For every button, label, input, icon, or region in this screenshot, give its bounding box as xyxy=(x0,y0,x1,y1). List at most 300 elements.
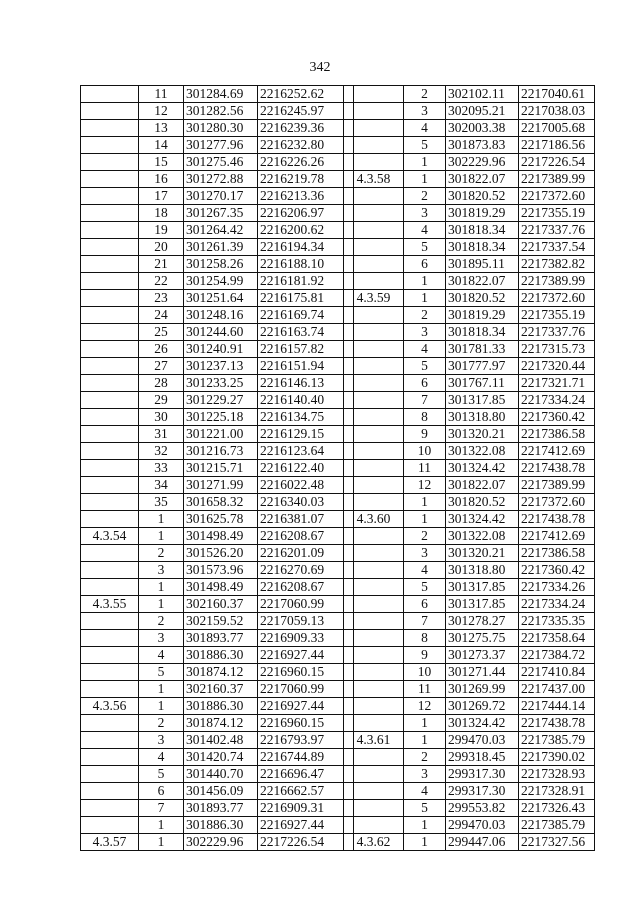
y-coordinate-cell: 2217372.60 xyxy=(519,188,595,205)
section-cell xyxy=(344,443,404,460)
y-coordinate-cell: 2216793.97 xyxy=(258,732,354,749)
y-coordinate-cell: 2217337.54 xyxy=(519,239,595,256)
table-row xyxy=(81,562,354,579)
table-row xyxy=(344,613,595,630)
table-row xyxy=(344,647,595,664)
table-row xyxy=(81,409,354,426)
section-cell xyxy=(344,86,404,103)
x-coordinate-cell: 301886.30 xyxy=(184,698,258,715)
table-row xyxy=(81,290,354,307)
point-number-cell: 2 xyxy=(139,613,184,630)
point-number-cell: 2 xyxy=(139,545,184,562)
table-row xyxy=(344,120,595,137)
table-row xyxy=(344,171,595,188)
table-row xyxy=(344,460,595,477)
section-cell: 4.3.57 xyxy=(81,834,139,851)
coordinates-table-right xyxy=(343,85,595,851)
table-row xyxy=(344,511,595,528)
section-cell xyxy=(344,749,404,766)
y-coordinate-cell: 2217385.79 xyxy=(519,732,595,749)
section-cell xyxy=(344,579,404,596)
x-coordinate-cell: 301269.99 xyxy=(446,681,519,698)
point-number-cell: 27 xyxy=(139,358,184,375)
section-cell xyxy=(81,494,139,511)
x-coordinate-cell: 301320.21 xyxy=(446,545,519,562)
table-row xyxy=(81,732,354,749)
section-cell xyxy=(81,154,139,171)
point-number-cell: 13 xyxy=(139,120,184,137)
table-row xyxy=(344,324,595,341)
x-coordinate-cell: 302229.96 xyxy=(184,834,258,851)
y-coordinate-cell: 2216909.33 xyxy=(258,630,354,647)
table-row xyxy=(344,477,595,494)
y-coordinate-cell: 2216175.81 xyxy=(258,290,354,307)
x-coordinate-cell: 299317.30 xyxy=(446,766,519,783)
point-number-cell: 3 xyxy=(139,732,184,749)
table-row xyxy=(81,137,354,154)
section-cell xyxy=(344,681,404,698)
section-cell xyxy=(81,409,139,426)
section-cell xyxy=(344,630,404,647)
x-coordinate-cell: 301271.99 xyxy=(184,477,258,494)
point-number-cell: 3 xyxy=(404,324,446,341)
table-row xyxy=(344,409,595,426)
y-coordinate-cell: 2216134.75 xyxy=(258,409,354,426)
y-coordinate-cell: 2216163.74 xyxy=(258,324,354,341)
x-coordinate-cell: 301498.49 xyxy=(184,528,258,545)
y-coordinate-cell: 2217444.14 xyxy=(519,698,595,715)
coordinates-table-left xyxy=(80,85,354,851)
x-coordinate-cell: 301873.83 xyxy=(446,137,519,154)
y-coordinate-cell: 2217060.99 xyxy=(258,681,354,698)
y-coordinate-cell: 2216927.44 xyxy=(258,698,354,715)
y-coordinate-cell: 2217358.64 xyxy=(519,630,595,647)
y-coordinate-cell: 2217355.19 xyxy=(519,307,595,324)
section-cell xyxy=(81,205,139,222)
section-cell xyxy=(344,273,404,290)
point-number-cell: 32 xyxy=(139,443,184,460)
x-coordinate-cell: 301225.18 xyxy=(184,409,258,426)
table-row xyxy=(344,358,595,375)
x-coordinate-cell: 301277.96 xyxy=(184,137,258,154)
x-coordinate-cell: 301781.33 xyxy=(446,341,519,358)
table-row xyxy=(81,307,354,324)
x-coordinate-cell: 301318.80 xyxy=(446,562,519,579)
table-row xyxy=(344,715,595,732)
section-cell xyxy=(344,205,404,222)
section-cell xyxy=(344,307,404,324)
x-coordinate-cell: 299470.03 xyxy=(446,817,519,834)
section-cell xyxy=(344,103,404,120)
y-coordinate-cell: 2217337.76 xyxy=(519,222,595,239)
table-row xyxy=(344,800,595,817)
x-coordinate-cell: 301284.69 xyxy=(184,86,258,103)
x-coordinate-cell: 301233.25 xyxy=(184,375,258,392)
table-row xyxy=(344,834,595,851)
point-number-cell: 15 xyxy=(139,154,184,171)
y-coordinate-cell: 2216245.97 xyxy=(258,103,354,120)
point-number-cell: 8 xyxy=(404,409,446,426)
y-coordinate-cell: 2217328.93 xyxy=(519,766,595,783)
y-coordinate-cell: 2217372.60 xyxy=(519,290,595,307)
x-coordinate-cell: 299447.06 xyxy=(446,834,519,851)
point-number-cell: 6 xyxy=(139,783,184,800)
section-cell xyxy=(81,341,139,358)
x-coordinate-cell: 301229.27 xyxy=(184,392,258,409)
section-cell: 4.3.56 xyxy=(81,698,139,715)
point-number-cell: 5 xyxy=(404,137,446,154)
y-coordinate-cell: 2217438.78 xyxy=(519,715,595,732)
section-cell xyxy=(81,392,139,409)
section-cell xyxy=(344,817,404,834)
point-number-cell: 4 xyxy=(404,222,446,239)
table-row xyxy=(81,698,354,715)
point-number-cell: 33 xyxy=(139,460,184,477)
section-cell xyxy=(344,766,404,783)
point-number-cell: 9 xyxy=(404,647,446,664)
x-coordinate-cell: 301251.64 xyxy=(184,290,258,307)
point-number-cell: 2 xyxy=(404,528,446,545)
table-row xyxy=(81,477,354,494)
y-coordinate-cell: 2216662.57 xyxy=(258,783,354,800)
section-cell xyxy=(81,171,139,188)
table-row xyxy=(81,188,354,205)
x-coordinate-cell: 301273.37 xyxy=(446,647,519,664)
table-row xyxy=(344,630,595,647)
y-coordinate-cell: 2217382.82 xyxy=(519,256,595,273)
point-number-cell: 6 xyxy=(404,596,446,613)
table-row xyxy=(81,834,354,851)
section-cell xyxy=(344,664,404,681)
y-coordinate-cell: 2216219.78 xyxy=(258,171,354,188)
point-number-cell: 31 xyxy=(139,426,184,443)
x-coordinate-cell: 302003.38 xyxy=(446,120,519,137)
y-coordinate-cell: 2216213.36 xyxy=(258,188,354,205)
x-coordinate-cell: 301261.39 xyxy=(184,239,258,256)
y-coordinate-cell: 2216960.15 xyxy=(258,664,354,681)
section-cell xyxy=(81,222,139,239)
table-row xyxy=(81,239,354,256)
x-coordinate-cell: 301886.30 xyxy=(184,647,258,664)
point-number-cell: 1 xyxy=(404,715,446,732)
section-cell xyxy=(344,222,404,239)
table-row xyxy=(81,749,354,766)
x-coordinate-cell: 301324.42 xyxy=(446,511,519,528)
section-cell xyxy=(81,137,139,154)
y-coordinate-cell: 2216151.94 xyxy=(258,358,354,375)
y-coordinate-cell: 2217326.43 xyxy=(519,800,595,817)
y-coordinate-cell: 2216208.67 xyxy=(258,579,354,596)
y-coordinate-cell: 2216208.67 xyxy=(258,528,354,545)
point-number-cell: 3 xyxy=(404,103,446,120)
y-coordinate-cell: 2216181.92 xyxy=(258,273,354,290)
point-number-cell: 2 xyxy=(404,188,446,205)
section-cell xyxy=(344,324,404,341)
y-coordinate-cell: 2217321.71 xyxy=(519,375,595,392)
point-number-cell: 1 xyxy=(139,511,184,528)
y-coordinate-cell: 2217355.19 xyxy=(519,205,595,222)
table-row xyxy=(81,154,354,171)
table-row xyxy=(344,392,595,409)
table-row xyxy=(81,103,354,120)
table-row xyxy=(344,341,595,358)
y-coordinate-cell: 2216206.97 xyxy=(258,205,354,222)
table-row xyxy=(344,307,595,324)
section-cell xyxy=(81,749,139,766)
x-coordinate-cell: 301886.30 xyxy=(184,817,258,834)
point-number-cell: 3 xyxy=(139,630,184,647)
section-cell xyxy=(344,154,404,171)
table-row xyxy=(344,562,595,579)
y-coordinate-cell: 2216381.07 xyxy=(258,511,354,528)
point-number-cell: 25 xyxy=(139,324,184,341)
table-row xyxy=(81,630,354,647)
y-coordinate-cell: 2216239.36 xyxy=(258,120,354,137)
table-row xyxy=(81,205,354,222)
x-coordinate-cell: 302095.21 xyxy=(446,103,519,120)
point-number-cell: 3 xyxy=(404,766,446,783)
y-coordinate-cell: 2217412.69 xyxy=(519,528,595,545)
y-coordinate-cell: 2216927.44 xyxy=(258,817,354,834)
table-row xyxy=(344,205,595,222)
x-coordinate-cell: 302160.37 xyxy=(184,596,258,613)
y-coordinate-cell: 2217438.78 xyxy=(519,460,595,477)
point-number-cell: 22 xyxy=(139,273,184,290)
x-coordinate-cell: 301818.34 xyxy=(446,324,519,341)
table-row xyxy=(344,494,595,511)
y-coordinate-cell: 2217437.00 xyxy=(519,681,595,698)
table-row xyxy=(81,375,354,392)
point-number-cell: 1 xyxy=(404,511,446,528)
section-cell xyxy=(344,137,404,154)
section-cell xyxy=(344,647,404,664)
y-coordinate-cell: 2216340.03 xyxy=(258,494,354,511)
point-number-cell: 2 xyxy=(404,749,446,766)
x-coordinate-cell: 301767.11 xyxy=(446,375,519,392)
table-row xyxy=(344,239,595,256)
point-number-cell: 18 xyxy=(139,205,184,222)
section-cell xyxy=(81,681,139,698)
x-coordinate-cell: 301322.08 xyxy=(446,443,519,460)
x-coordinate-cell: 301402.48 xyxy=(184,732,258,749)
table-row xyxy=(344,273,595,290)
x-coordinate-cell: 301221.00 xyxy=(184,426,258,443)
y-coordinate-cell: 2217360.42 xyxy=(519,562,595,579)
y-coordinate-cell: 2217038.03 xyxy=(519,103,595,120)
point-number-cell: 35 xyxy=(139,494,184,511)
section-cell xyxy=(344,341,404,358)
x-coordinate-cell: 299553.82 xyxy=(446,800,519,817)
point-number-cell: 6 xyxy=(404,375,446,392)
x-coordinate-cell: 301215.71 xyxy=(184,460,258,477)
x-coordinate-cell: 301280.30 xyxy=(184,120,258,137)
y-coordinate-cell: 2216146.13 xyxy=(258,375,354,392)
table-row xyxy=(81,86,354,103)
section-cell xyxy=(344,562,404,579)
y-coordinate-cell: 2217059.13 xyxy=(258,613,354,630)
y-coordinate-cell: 2217360.42 xyxy=(519,409,595,426)
section-cell xyxy=(81,817,139,834)
x-coordinate-cell: 301822.07 xyxy=(446,477,519,494)
x-coordinate-cell: 302229.96 xyxy=(446,154,519,171)
x-coordinate-cell: 301264.42 xyxy=(184,222,258,239)
table-row xyxy=(344,783,595,800)
section-cell xyxy=(344,613,404,630)
section-cell xyxy=(344,358,404,375)
x-coordinate-cell: 301818.34 xyxy=(446,239,519,256)
y-coordinate-cell: 2217186.56 xyxy=(519,137,595,154)
y-coordinate-cell: 2217334.26 xyxy=(519,579,595,596)
x-coordinate-cell: 299470.03 xyxy=(446,732,519,749)
x-coordinate-cell: 301267.35 xyxy=(184,205,258,222)
y-coordinate-cell: 2216696.47 xyxy=(258,766,354,783)
x-coordinate-cell: 301822.07 xyxy=(446,171,519,188)
section-cell: 4.3.54 xyxy=(81,528,139,545)
point-number-cell: 29 xyxy=(139,392,184,409)
section-cell xyxy=(81,579,139,596)
point-number-cell: 14 xyxy=(139,137,184,154)
section-cell xyxy=(81,256,139,273)
section-cell xyxy=(344,477,404,494)
point-number-cell: 1 xyxy=(139,528,184,545)
y-coordinate-cell: 2216252.62 xyxy=(258,86,354,103)
y-coordinate-cell: 2217386.58 xyxy=(519,426,595,443)
table-row xyxy=(344,579,595,596)
section-cell xyxy=(344,375,404,392)
y-coordinate-cell: 2216744.89 xyxy=(258,749,354,766)
x-coordinate-cell: 301498.49 xyxy=(184,579,258,596)
point-number-cell: 24 xyxy=(139,307,184,324)
section-cell xyxy=(81,358,139,375)
x-coordinate-cell: 301820.52 xyxy=(446,494,519,511)
point-number-cell: 34 xyxy=(139,477,184,494)
y-coordinate-cell: 2217327.56 xyxy=(519,834,595,851)
y-coordinate-cell: 2217337.76 xyxy=(519,324,595,341)
y-coordinate-cell: 2217335.35 xyxy=(519,613,595,630)
section-cell xyxy=(344,494,404,511)
y-coordinate-cell: 2217386.58 xyxy=(519,545,595,562)
table-row xyxy=(81,324,354,341)
y-coordinate-cell: 2217328.91 xyxy=(519,783,595,800)
x-coordinate-cell: 301526.20 xyxy=(184,545,258,562)
table-row xyxy=(344,749,595,766)
y-coordinate-cell: 2217390.02 xyxy=(519,749,595,766)
point-number-cell: 12 xyxy=(404,698,446,715)
x-coordinate-cell: 301895.11 xyxy=(446,256,519,273)
point-number-cell: 5 xyxy=(139,664,184,681)
y-coordinate-cell: 2217389.99 xyxy=(519,273,595,290)
x-coordinate-cell: 301271.44 xyxy=(446,664,519,681)
y-coordinate-cell: 2217372.60 xyxy=(519,494,595,511)
point-number-cell: 26 xyxy=(139,341,184,358)
point-number-cell: 19 xyxy=(139,222,184,239)
point-number-cell: 5 xyxy=(139,766,184,783)
table-row xyxy=(81,817,354,834)
section-cell xyxy=(81,307,139,324)
point-number-cell: 4 xyxy=(404,341,446,358)
y-coordinate-cell: 2217226.54 xyxy=(258,834,354,851)
table-row xyxy=(81,596,354,613)
point-number-cell: 10 xyxy=(404,664,446,681)
section-cell xyxy=(81,477,139,494)
table-row xyxy=(81,528,354,545)
point-number-cell: 4 xyxy=(404,783,446,800)
x-coordinate-cell: 301269.72 xyxy=(446,698,519,715)
point-number-cell: 1 xyxy=(139,579,184,596)
x-coordinate-cell: 302159.52 xyxy=(184,613,258,630)
table-row xyxy=(81,392,354,409)
point-number-cell: 3 xyxy=(404,545,446,562)
x-coordinate-cell: 301820.52 xyxy=(446,290,519,307)
point-number-cell: 4 xyxy=(139,749,184,766)
point-number-cell: 2 xyxy=(404,307,446,324)
x-coordinate-cell: 301777.97 xyxy=(446,358,519,375)
section-cell: 4.3.59 xyxy=(344,290,404,307)
y-coordinate-cell: 2217334.24 xyxy=(519,596,595,613)
y-coordinate-cell: 2217384.72 xyxy=(519,647,595,664)
x-coordinate-cell: 301893.77 xyxy=(184,800,258,817)
table-row xyxy=(344,86,595,103)
y-coordinate-cell: 2217320.44 xyxy=(519,358,595,375)
section-cell xyxy=(81,732,139,749)
section-cell xyxy=(81,460,139,477)
section-cell xyxy=(81,443,139,460)
table-row xyxy=(344,732,595,749)
y-coordinate-cell: 2216022.48 xyxy=(258,477,354,494)
section-cell xyxy=(81,273,139,290)
point-number-cell: 8 xyxy=(404,630,446,647)
x-coordinate-cell: 301324.42 xyxy=(446,715,519,732)
y-coordinate-cell: 2217315.73 xyxy=(519,341,595,358)
point-number-cell: 1 xyxy=(139,596,184,613)
y-coordinate-cell: 2216270.69 xyxy=(258,562,354,579)
x-coordinate-cell: 301625.78 xyxy=(184,511,258,528)
section-cell xyxy=(81,426,139,443)
point-number-cell: 5 xyxy=(404,800,446,817)
table-row xyxy=(344,698,595,715)
y-coordinate-cell: 2216123.64 xyxy=(258,443,354,460)
table-row xyxy=(81,511,354,528)
x-coordinate-cell: 301254.99 xyxy=(184,273,258,290)
point-number-cell: 7 xyxy=(404,613,446,630)
section-cell xyxy=(81,290,139,307)
table-row xyxy=(81,715,354,732)
section-cell xyxy=(81,120,139,137)
section-cell xyxy=(344,409,404,426)
table-row xyxy=(81,664,354,681)
point-number-cell: 1 xyxy=(404,154,446,171)
table-row xyxy=(344,443,595,460)
y-coordinate-cell: 2217005.68 xyxy=(519,120,595,137)
section-cell xyxy=(81,239,139,256)
table-row xyxy=(81,426,354,443)
y-coordinate-cell: 2216140.40 xyxy=(258,392,354,409)
section-cell xyxy=(81,800,139,817)
point-number-cell: 4 xyxy=(404,562,446,579)
x-coordinate-cell: 301322.08 xyxy=(446,528,519,545)
point-number-cell: 21 xyxy=(139,256,184,273)
section-cell xyxy=(344,239,404,256)
section-cell xyxy=(81,783,139,800)
x-coordinate-cell: 301573.96 xyxy=(184,562,258,579)
table-row xyxy=(344,817,595,834)
y-coordinate-cell: 2216232.80 xyxy=(258,137,354,154)
point-number-cell: 2 xyxy=(404,86,446,103)
point-number-cell: 23 xyxy=(139,290,184,307)
table-row xyxy=(81,647,354,664)
table-row xyxy=(81,800,354,817)
table-row xyxy=(344,545,595,562)
